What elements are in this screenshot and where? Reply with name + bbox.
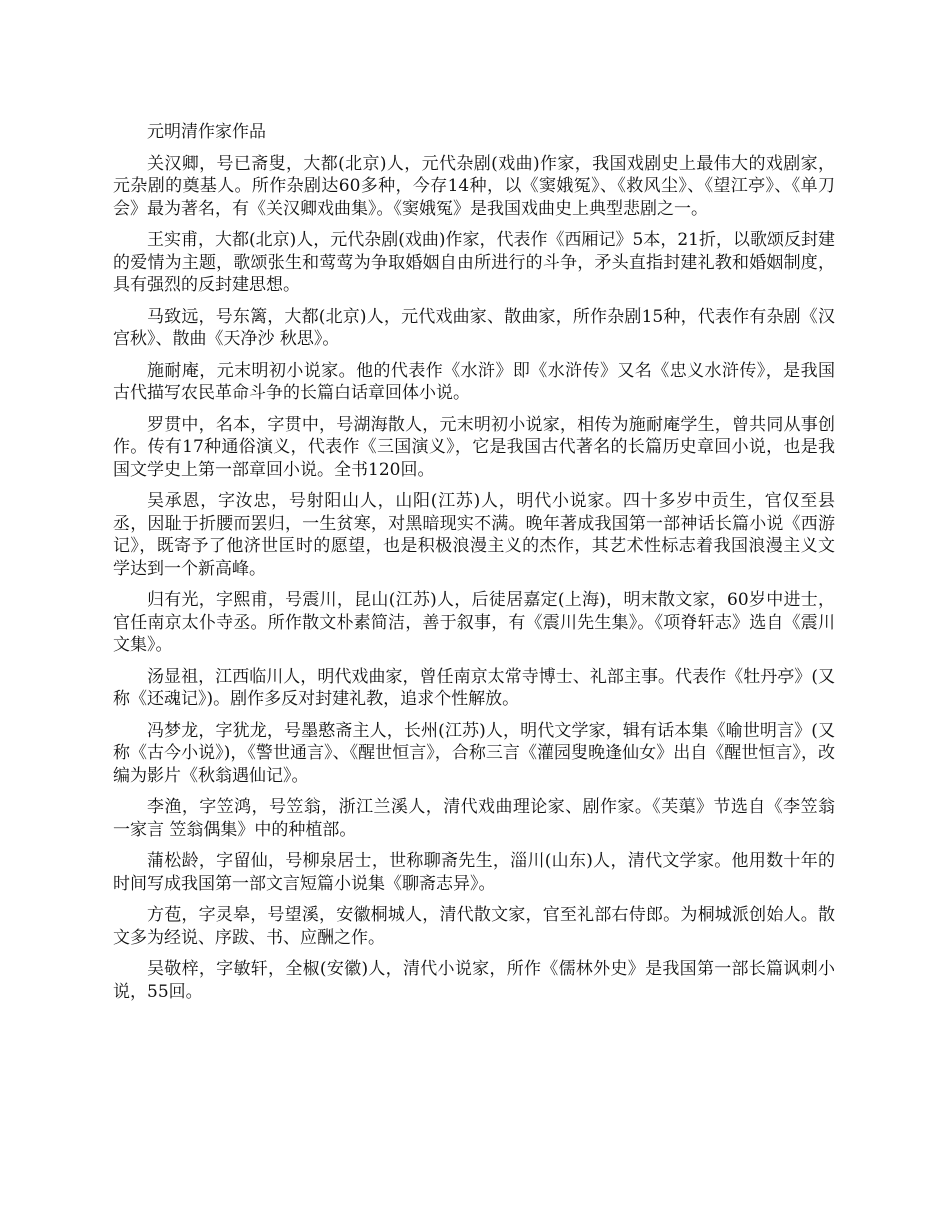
paragraph-guan-hanqing: 关汉卿，号已斋叟，大都(北京)人，元代杂剧(戏曲)作家，我国戏剧史上最伟大的戏剧家，元杂剧的奠基人。所作杂剧达60多种，今存14种，以《窦娥冤》、《救风尘》、《望江亭》、《单刀会》最为著名，有《关汉卿戏曲集》。《窦娥冤》是我国戏曲史上典型悲剧之一。 xyxy=(113,153,835,219)
paragraph-ma-zhiyuan: 马致远，号东篱，大都(北京)人，元代戏曲家、散曲家，所作杂剧15种，代表作有杂剧《汉宫秋》、散曲《天净沙 秋思》。 xyxy=(113,306,835,349)
paragraph-luo-guanzhong: 罗贯中，名本，字贯中，号湖海散人，元末明初小说家，相传为施耐庵学生，曾共同从事创作。传有17种通俗演义，代表作《三国演义》，它是我国古代著名的长篇历史章回小说，也是我国文学史上第一部章回小说。全书120回。 xyxy=(113,414,835,480)
paragraph-feng-menglong: 冯梦龙，字犹龙，号墨憨斋主人，长州(江苏)人，明代文学家，辑有话本集《喻世明言》(又称《古今小说》)，《警世通言》、《醒世恒言》，合称三言《灌园叟晚逢仙女》出自《醒世恒言》，改编为影片《秋翁遇仙记》。 xyxy=(113,720,835,786)
paragraph-wang-shifu: 王实甫，大都(北京)人，元代杂剧(戏曲)作家，代表作《西厢记》5本，21折，以歌颂反封建的爱情为主题，歌颂张生和莺莺为争取婚姻自由所进行的斗争，矛头直指封建礼教和婚姻制度，具有强烈的反封建思想。 xyxy=(113,230,835,295)
document-page xyxy=(113,121,835,1012)
paragraph-pu-songling: 蒲松龄，字留仙，号柳泉居士，世称聊斋先生，淄川(山东)人，清代文学家。他用数十年的时间写成我国第一部文言短篇小说集《聊斋志异》。 xyxy=(113,851,835,894)
page-title: 元明清作家作品 xyxy=(147,122,266,142)
paragraph-gui-youguang: 归有光，字熙甫，号震川，昆山(江苏)人，后徒居嘉定(上海)，明末散文家，60岁中进士，官任南京太仆寺丞。所作散文朴素简洁，善于叙事，有《震川先生集》。《项脊轩志》选自《震川文集》。 xyxy=(113,590,835,655)
paragraph-tang-xianzu: 汤显祖，江西临川人，明代戏曲家，曾任南京太常寺博士、礼部主事。代表作《牡丹亭》(又称《还魂记》)。剧作多反对封建礼教，追求个性解放。 xyxy=(113,666,835,709)
paragraph-wu-chengen: 吴承恩，字汝忠，号射阳山人，山阳(江苏)人，明代小说家。四十多岁中贡生，官仅至县丞，因耻于折腰而罢归，一生贫寒，对黑暗现实不满。晚年著成我国第一部神话长篇小说《西游记》，既寄予了他济世匡时的愿望，也是积极浪漫主义的杰作，其艺术性标志着我国浪漫主义文学达到一个新高峰。 xyxy=(113,491,835,579)
paragraph-fang-bao: 方苞，字灵皋，号望溪，安徽桐城人，清代散文家，官至礼部右侍郎。为桐城派创始人。散文多为经说、序跋、书、应酬之作。 xyxy=(113,905,835,948)
paragraph-wu-jingzi: 吴敬梓，字敏轩，全椒(安徽)人，清代小说家，所作《儒林外史》是我国第一部长篇讽刺小说，55回。 xyxy=(113,959,835,1002)
paragraph-shi-naian: 施耐庵，元末明初小说家。他的代表作《水浒》即《水浒传》又名《忠义水浒传》，是我国古代描写农民革命斗争的长篇白话章回体小说。 xyxy=(113,360,835,403)
paragraph-li-yu: 李渔，字笠鸿，号笠翁，浙江兰溪人，清代戏曲理论家、剧作家。《芙蕖》节选自《李笠翁一家言 笠翁偶集》中的种植部。 xyxy=(113,797,835,840)
